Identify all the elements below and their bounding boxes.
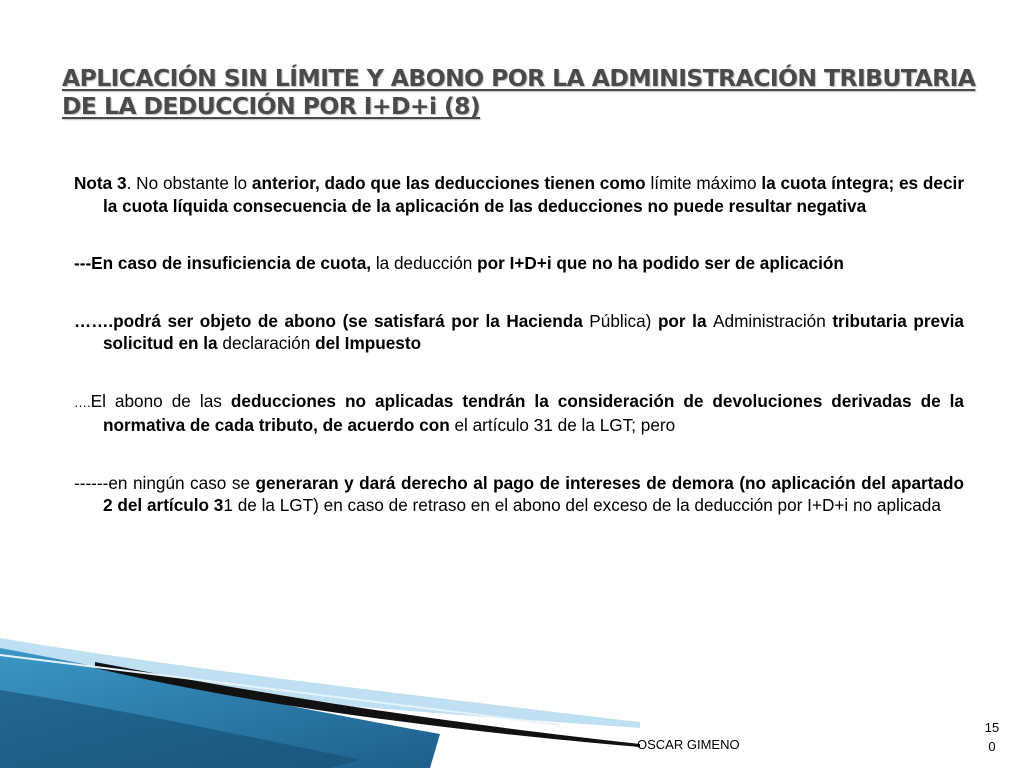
body-paragraph <box>74 310 964 355</box>
body-paragraph <box>74 172 964 217</box>
page-number-text: 15 0 <box>984 720 1000 754</box>
slide-content <box>74 172 964 552</box>
paragraph-text-run: el artículo 31 de la LGT; pero <box>454 415 676 435</box>
paragraph-text-run: Nota 3 <box>74 173 127 193</box>
paragraph-text-run: la cuota íntegra; es decir la cuota líquida consecuencia de la aplicación de las deducciones no puede resultar negativa <box>103 173 965 216</box>
paragraph-text-run: 1 de la LGT) en caso de retraso en el abono del exceso de la deducción por I+D+i no aplicada <box>223 495 941 515</box>
paragraph-text-run: límite máximo <box>650 173 762 193</box>
slide-title: APLICACIÓN SIN LÍMITE Y ABONO POR LA ADMINISTRACIÓN TRIBUTARIA DE LA DEDUCCIÓN POR I+D+i (8) <box>62 64 976 120</box>
paragraph-text-run: Pública) <box>589 310 658 331</box>
paragraph-text-run: generaran y dará derecho al pago de intereses de demora (no aplicación del apartado 2 del artículo 3 <box>103 472 964 515</box>
paragraph-text-run: anterior, dado que las deducciones tienen como <box>251 173 651 193</box>
paragraph-text-run: tributaria previa solicitud en la <box>103 310 964 353</box>
paragraph-text-run: El abono de las <box>90 390 231 411</box>
body-paragraph <box>74 252 964 275</box>
paragraph-text-run: por la <box>657 310 714 331</box>
paragraph-text-run: …. <box>74 394 91 410</box>
paragraph-text-run: declaración <box>222 333 316 353</box>
paragraph-text-run: deducciones no aplicadas tendrán la consideración de devoluciones derivadas de la normativa de cada tributo, de acuerdo con <box>103 390 964 435</box>
paragraph-text-run: …….podrá ser objeto de abono (se satisfará por la Hacienda <box>74 310 590 331</box>
paragraph-text-run: deducción <box>393 253 478 273</box>
body-paragraph <box>74 472 964 517</box>
paragraph-text-run: del Impuesto <box>315 333 422 353</box>
paragraph-text-run: ------en ningún caso se <box>74 472 256 493</box>
footer-author: OSCAR GIMENO <box>637 737 740 752</box>
paragraph-text-run: por I+D+i que no ha podido ser de aplicación <box>477 253 844 273</box>
paragraph-text-run: . No obstante lo <box>126 173 252 193</box>
body-paragraph <box>74 390 964 437</box>
paragraph-text-run: Administración <box>713 310 833 331</box>
paragraph-text-run: la <box>375 253 394 273</box>
page-number <box>978 718 1006 756</box>
paragraph-text-run: ---En caso de insuficiencia de cuota, <box>74 253 376 273</box>
